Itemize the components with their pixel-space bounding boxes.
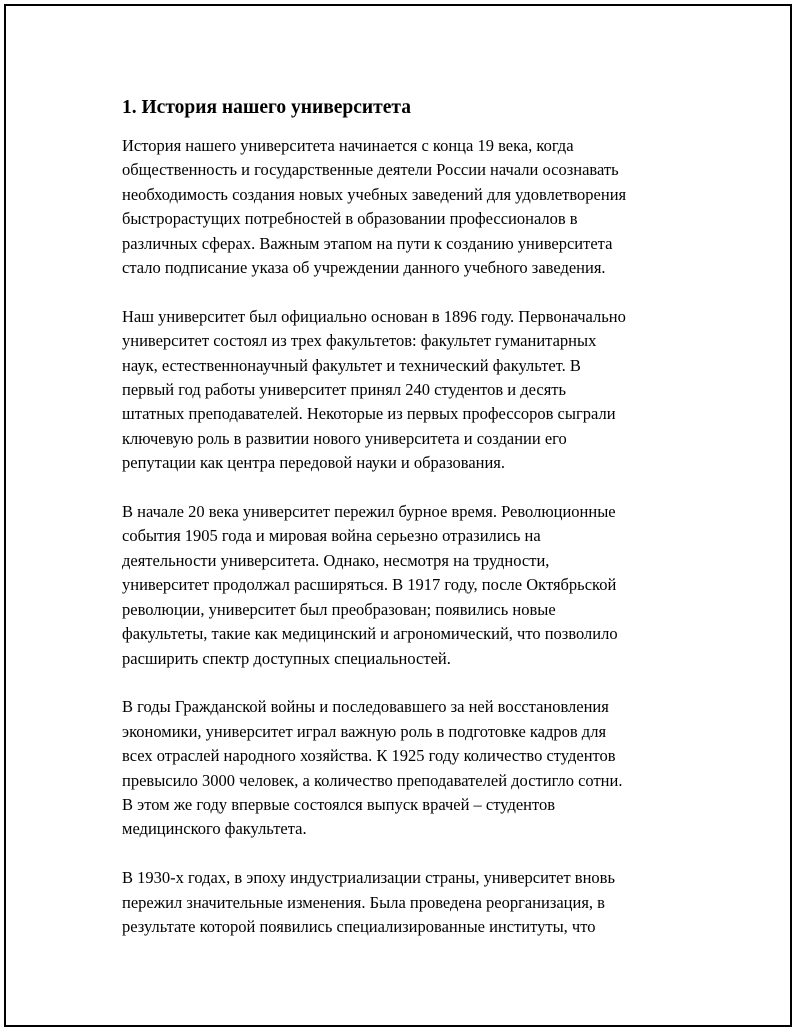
- paragraph-3: В начале 20 века университет пережил бурное время. Революционные события 1905 года и мировая война серьезно отразились на деятельности университета. Однако, несмотря на трудности, университет продолжал расширяться. В 1917 году, после Октябрьской революции, университет был преобразован; появились новые факультеты, такие как медицинский и агрономический, что позволило расширить спектр доступных специальностей.: [122, 502, 618, 668]
- paragraph-4: В годы Гражданской войны и последовавшего за ней восстановления экономики, университет играл важную роль в подготовке кадров для всех отраслей народного хозяйства. К 1925 году количество студентов превысило 3000 человек, а количество преподавателей достигло сотни. В этом же году впервые состоялся выпуск врачей – студентов медицинского факультета.: [122, 697, 623, 839]
- document-page: [4, 4, 792, 1027]
- section-heading: 1. История нашего университета: [122, 97, 411, 118]
- paragraph-2: Наш университет был официально основан в 1896 году. Первоначально университет состоял из трех факультетов: факультет гуманитарных наук, естественнонаучный факультет и технический факультет. В первый год работы университет принял 240 студентов и десять штатных преподавателей. Некоторые из первых профессоров сыграли ключевую роль в развитии нового университета и создании его репутации как центра передовой науки и образования.: [122, 306, 626, 473]
- paragraph-1: История нашего университета начинается с конца 19 века, когда общественность и государственные деятели России начали осознавать необходимость создания новых учебных заведений для удовлетворения быстрорастущих потребностей в образовании профессионалов в различных сферах. Важным этапом на пути к созданию университета стало подписание указа об учреждении данного учебного заведения.: [122, 136, 627, 278]
- paragraph-5: В 1930-х годах, в эпоху индустриализации страны, университет вновь пережил значительные изменения. Была проведена реорганизация, в результате которой появились специализированные институты, что: [122, 868, 615, 936]
- document-content: [122, 96, 702, 939]
